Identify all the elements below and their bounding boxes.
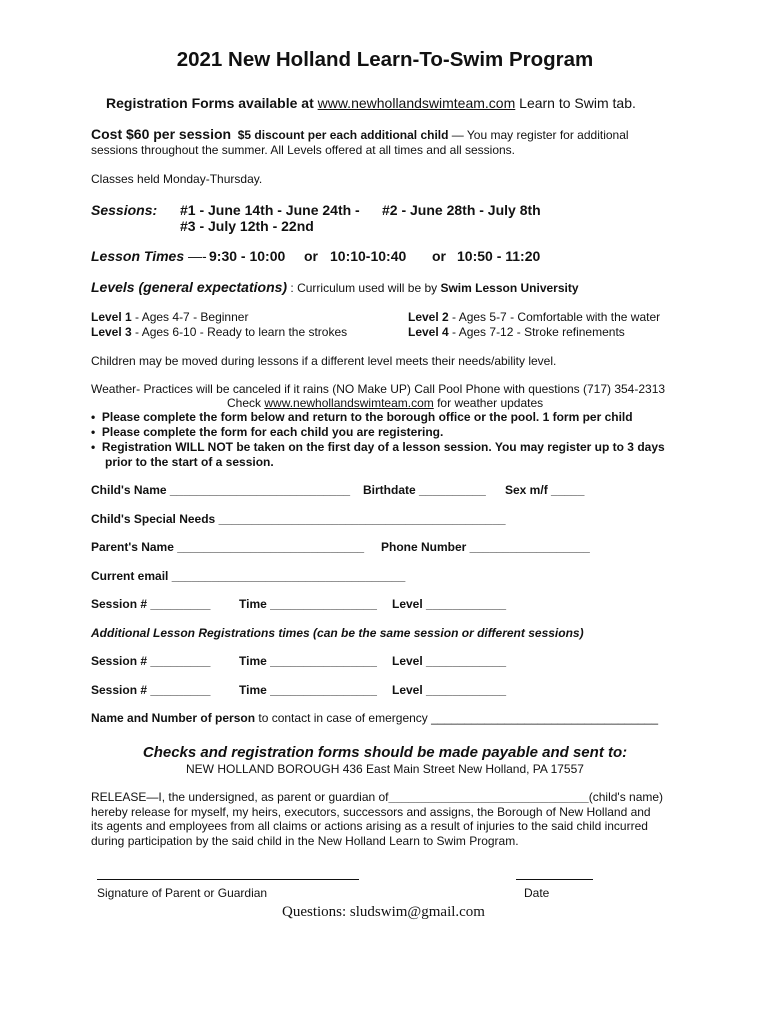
level-4-label: Level 4	[408, 325, 449, 339]
level-2	[408, 310, 660, 324]
registration-link[interactable]: www.newhollandswimteam.com	[317, 95, 516, 111]
lesson-or-1: or	[304, 248, 318, 264]
session-1: #1 - June 14th - June 24th -	[180, 202, 360, 218]
phone-field[interactable]: Phone Number __________________	[381, 540, 590, 554]
parent-signature-label: Signature of Parent or Guardian	[97, 886, 268, 900]
level-4	[408, 325, 625, 339]
level-field-2[interactable]: Level ____________	[392, 654, 507, 668]
weather-line: Weather- Practices will be canceled if it rains (NO Make UP) Call Pool Phone with questions (717) 354-2313	[91, 382, 666, 396]
level-2-label: Level 2	[408, 310, 449, 324]
emergency-contact-field[interactable]	[91, 711, 658, 725]
level-1-text: - Ages 4-7 - Beginner	[131, 310, 249, 324]
level-4-text: - Ages 7-12 - Stroke refinements	[448, 325, 625, 339]
questions-contact: Questions: sludswim@gmail.com	[282, 904, 485, 920]
session-field-1[interactable]: Session # _________	[91, 597, 211, 611]
lesson-time-2: 10:10-10:40	[330, 248, 407, 264]
levels-curriculum-name: Swim Lesson University	[440, 281, 579, 295]
lesson-time-3: 10:50 - 11:20	[457, 248, 541, 264]
sex-field[interactable]: Sex m/f _____	[505, 483, 585, 497]
level-3-label: Level 3	[91, 325, 132, 339]
release-child-name-field[interactable]: ______________________________	[388, 790, 589, 804]
time-field-3[interactable]: Time ________________	[239, 683, 377, 697]
levels-line	[91, 279, 579, 295]
level-1-label: Level 1	[91, 310, 132, 324]
bullet-item: • Please complete the form below and return to the borough office or the pool. 1 form per child	[91, 410, 633, 424]
level-2-text: - Ages 5-7 - Comfortable with the water	[448, 310, 661, 324]
bullet-item: • Please complete the form for each child you are registering.	[91, 425, 444, 439]
level-1	[91, 310, 248, 324]
levels-curriculum: : Curriculum used will be by	[287, 281, 441, 295]
session-2: #2 - June 28th - July 8th	[382, 202, 541, 218]
weather-check-suffix: for weather updates	[433, 396, 544, 410]
sessions-label: Sessions:	[91, 202, 158, 218]
date-label: Date	[524, 886, 550, 900]
cost-line-2: sessions throughout the summer. All Levels offered at all times and all sessions.	[91, 143, 516, 157]
cost-label: Cost $60 per session	[91, 126, 232, 142]
time-field-2[interactable]: Time ________________	[239, 654, 377, 668]
release-line-1	[91, 790, 663, 804]
release-line-4: during participation by the said child in the New Holland Learn to Swim Program.	[91, 834, 519, 848]
registration-suffix: Learn to Swim tab.	[515, 95, 636, 111]
weather-link[interactable]: www.newhollandswimteam.com	[264, 396, 434, 410]
level-3	[91, 325, 347, 339]
checks-heading: Checks and registration forms should be made payable and sent to:	[142, 744, 628, 761]
lesson-time-1: 9:30 - 10:00	[209, 248, 286, 264]
bullet-list	[91, 410, 671, 470]
email-field[interactable]: Current email ___________________________________	[91, 569, 406, 583]
bullet-text: Please complete the form below and return to the borough office or the pool. 1 form per child	[101, 410, 633, 424]
additional-registrations-heading: Additional Lesson Registrations times (can be the same session or different sessions)	[91, 626, 584, 640]
moved-note: Children may be moved during lessons if a different level meets their needs/ability level.	[91, 354, 557, 368]
lesson-times-label: Lesson Times	[91, 248, 185, 264]
page-title: 2021 New Holland Learn-To-Swim Program	[176, 48, 594, 71]
emergency-text: to contact in case of emergency __________________________________	[255, 711, 659, 725]
bullet-text: Please complete the form for each child you are registering.	[101, 425, 444, 439]
cost-line	[91, 126, 629, 142]
cost-note: — You may register for additional	[448, 128, 629, 142]
release-line-2: hereby release for myself, my heirs, executors, successors and assigns, the Borough of New Holland and	[91, 805, 651, 819]
bullet-text: Registration WILL NOT be taken on the first day of a lesson session. You may register up to 3 days prior to the start of a session.	[101, 440, 665, 469]
weather-check-prefix: Check	[227, 396, 265, 410]
lesson-times-line	[91, 248, 207, 264]
level-field-1[interactable]: Level ____________	[392, 597, 507, 611]
session-field-3[interactable]: Session # _________	[91, 683, 211, 697]
weather-check-line	[227, 396, 543, 410]
lesson-times-dash: —-	[184, 248, 207, 264]
level-3-text: - Ages 6-10 - Ready to learn the strokes	[131, 325, 348, 339]
parent-signature-line[interactable]	[97, 879, 359, 880]
cost-discount: $5 discount per each additional child	[237, 128, 449, 142]
classes-held: Classes held Monday-Thursday.	[91, 172, 263, 186]
level-field-3[interactable]: Level ____________	[392, 683, 507, 697]
registration-prefix: Registration Forms available at	[106, 95, 318, 111]
birthdate-field[interactable]: Birthdate __________	[363, 483, 486, 497]
checks-address: NEW HOLLAND BOROUGH 436 East Main Street New Holland, PA 17557	[186, 762, 584, 776]
parents-name-field[interactable]: Parent's Name ____________________________	[91, 540, 365, 554]
childs-name-field[interactable]: Child's Name ___________________________	[91, 483, 351, 497]
registration-line	[106, 95, 636, 111]
release-suffix: (child's name)	[588, 790, 664, 804]
release-line-3: its agents and employees from all claims or actions arising as a result of injuries to the said child incurred	[91, 819, 648, 833]
release-prefix: RELEASE—I, the undersigned, as parent or guardian of	[91, 790, 389, 804]
date-signature-line[interactable]	[516, 879, 593, 880]
session-field-2[interactable]: Session # _________	[91, 654, 211, 668]
time-field-1[interactable]: Time ________________	[239, 597, 377, 611]
emergency-label: Name and Number of person	[91, 711, 256, 725]
special-needs-field[interactable]: Child's Special Needs ___________________________________________	[91, 512, 506, 526]
levels-label: Levels (general expectations)	[91, 279, 288, 295]
session-3: #3 - July 12th - 22nd	[180, 218, 314, 234]
lesson-or-2: or	[432, 248, 446, 264]
bullet-item: • Registration WILL NOT be taken on the first day of a lesson session. You may register up to 3 days prior to the start of a session.	[91, 440, 665, 469]
